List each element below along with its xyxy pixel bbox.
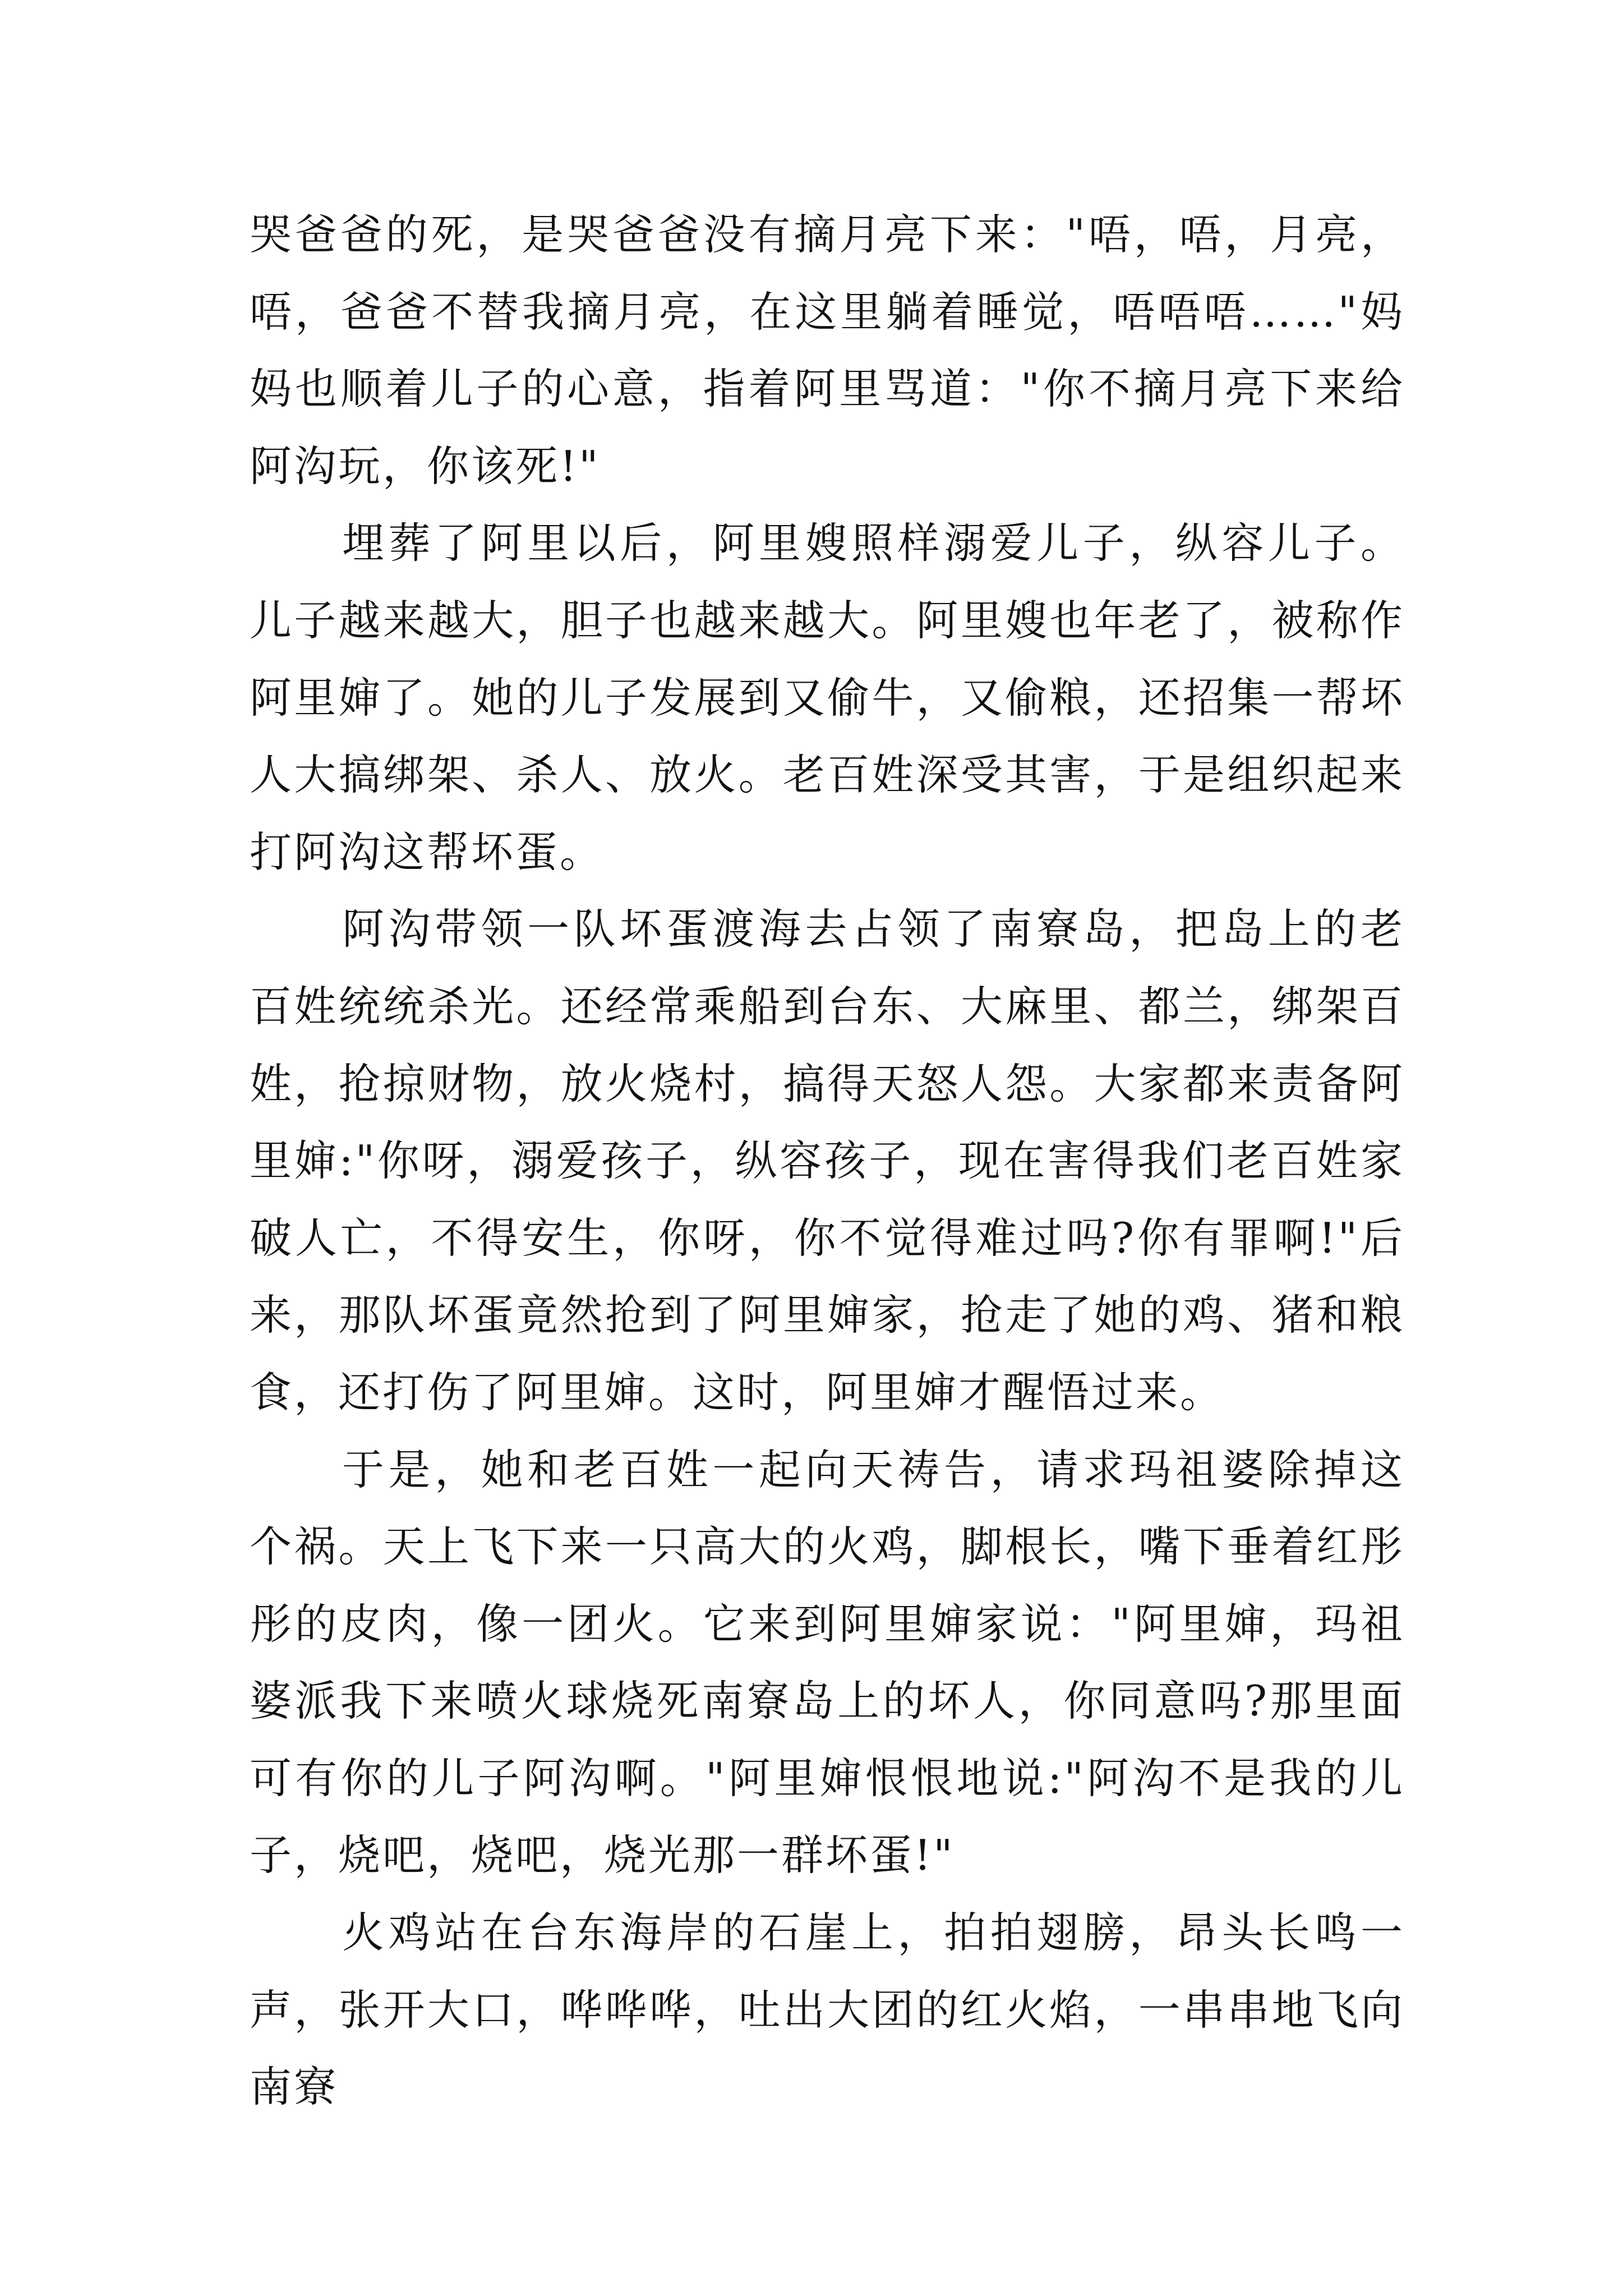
paragraph-2: 埋葬了阿里以后，阿里嫂照样溺爱儿子，纵容儿子。儿子越来越大，胆子也越来越大。阿里嫂也年老了，被称作阿里婶了。她的儿子发展到又偷牛，又偷粮，还招集一帮坏人大搞绑架、杀人、放火。老百姓深受其害，于是组织起来打阿沟这帮坏蛋。 [250,518,1405,877]
document-body [250,196,1405,2126]
paragraph-5: 火鸡站在台东海岸的石崖上，拍拍翅膀，昂头长鸣一声，张开大口，哗哗哗，吐出大团的红火焰，一串串地飞向南寮 [250,1908,1405,2112]
paragraph-3: 阿沟带领一队坏蛋渡海去占领了南寮岛，把岛上的老百姓统统杀光。还经常乘船到台东、大麻里、都兰，绑架百姓，抢掠财物，放火烧村，搞得天怒人怨。大家都来责备阿里婶:"你呀，溺爱孩子，纵容孩子，现在害得我们老百姓家破人亡，不得安生，你呀，你不觉得难过吗?你有罪啊!"后来，那队坏蛋竟然抢到了阿里婶家，抢走了她的鸡、猪和粮食，还打伤了阿里婶。这时，阿里婶才醒悟过来。 [250,904,1405,1417]
paragraph-1: 哭爸爸的死，是哭爸爸没有摘月亮下来："唔，唔，月亮，唔，爸爸不替我摘月亮，在这里躺着睡觉，唔唔唔……"妈妈也顺着儿子的心意，指着阿里骂道："你不摘月亮下来给阿沟玩，你该死!" [250,210,1405,491]
paragraph-4: 于是，她和老百姓一起向天祷告，请求玛祖婆除掉这个祸。天上飞下来一只高大的火鸡，脚根长，嘴下垂着红彤彤的皮肉，像一团火。它来到阿里婶家说："阿里婶，玛祖婆派我下来喷火球烧死南寮岛上的坏人，你同意吗?那里面可有你的儿子阿沟啊。"阿里婶恨恨地说:"阿沟不是我的儿子，烧吧，烧吧，烧光那一群坏蛋!" [250,1444,1405,1880]
